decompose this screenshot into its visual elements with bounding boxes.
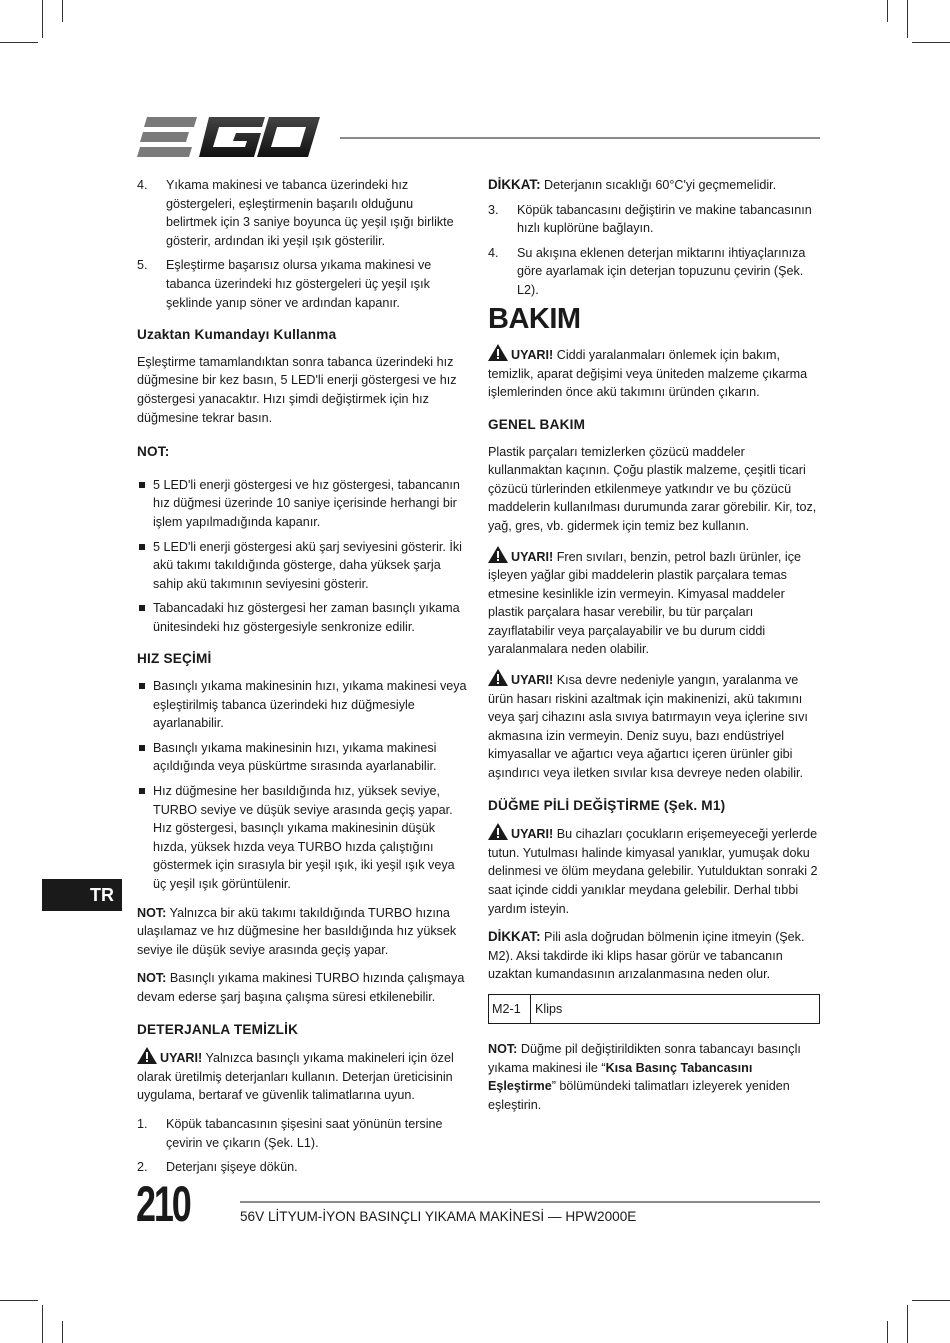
crop-mark xyxy=(0,1300,38,1301)
list-item: Basınçlı yıkama makinesinin hızı, yıkama makinesi veya eşleştirilmiş tabanca üzerindeki hız düğmesiyle ayarlanabilir. xyxy=(137,677,467,733)
list-item: 5 LED'li enerji göstergesi akü şarj seviyesini gösterir. İki akü takımı takıldığında gösterge, daha yüksek şarja sahip akü takımının seviyesini gösterir. xyxy=(137,538,467,594)
not-heading: NOT: xyxy=(137,444,170,460)
foam-steps xyxy=(488,201,820,300)
crop-mark xyxy=(0,42,38,43)
part-code: M2-1 xyxy=(489,995,531,1023)
list-item: 1. Köpük tabancasının şişesini saat yönünün tersine çevirin ve çıkarın (Şek. L1). xyxy=(137,1116,443,1150)
bullet-icon xyxy=(139,544,145,550)
liquid-warning: UYARI! Kısa devre nedeniyle yangın, yaralanma ve ürün hasarı riskini azaltmak için makinenizi, akü takımını veya şarj cihazını asla sıvıya batırmayın veya içlerine sıvı akmasına izin vermeyin. Deniz suyu, bazı endüstriyel kimyasallar ve ağartıcı veya ağartıcı içeren ürünler gibi aşındırıcı veya iletken sıvılar kısa devreye neden olabilir. xyxy=(488,669,820,783)
detergent-warning: UYARI! Yalnızca basınçlı yıkama makineleri için özel olarak üretilmiş deterjanları kullanın. Deterjan üreticisinin uygulama, bertaraf ve güvenlik talimatlarına uyun. xyxy=(137,1047,467,1105)
crop-mark xyxy=(912,42,950,43)
detergent-heading: DETERJANLA TEMİZLİK xyxy=(137,1021,299,1037)
repair-note: NOT: Düğme pil değiştirildikten sonra tabancayı basınçlı yıkama makinesi ile “Kısa Basınç Tabancasını Eşleştirme” bölümündeki talimatları izleyerek yeniden eşleştirin. xyxy=(488,1041,801,1112)
warning-icon xyxy=(488,823,508,840)
bullet-icon xyxy=(139,745,145,751)
remote-text: Eşleştirme tamamlandıktan sonra tabanca üzerindeki hız düğmesine bir kez basın, 5 LED'li enerji göstergesi ve hız göstergesi yanacaktır. Hızı şimdi değiştirmek için hız düğmesine tekrar basın. xyxy=(137,354,457,425)
general-heading: GENEL BAKIM xyxy=(488,416,586,432)
list-item: Hız düğmesine her basıldığında hız, yüksek seviye, TURBO seviye ve düşük seviye arasında geçiş yapar. Hız göstergesi, basınçlı yıkama makinesinin düşük hızda, yüksek hızda veya TURBO hızda çalıştığını göstermek için sırasıyla bir yeşil ışık, iki yeşil ışık veya üç yeşil ışık görüntülenir. xyxy=(137,782,467,894)
crop-mark xyxy=(912,1300,950,1301)
crop-mark xyxy=(62,1321,63,1343)
right-column xyxy=(488,176,820,1124)
speed-bullets xyxy=(137,677,467,894)
list-item: 4. Su akışına eklenen deterjan miktarını ihtiyaçlarınıza göre ayarlamak için deterjan topuzunu çevirin (Şek. L2). xyxy=(488,245,806,297)
crop-mark xyxy=(887,1321,888,1343)
maintenance-warning: UYARI! Ciddi yaralanmaları önlemek için bakım, temizlik, aparat değişimi veya üniteden malzeme çıkarma işlemlerinden önce akü takımını üründen çıkarın. xyxy=(488,344,820,402)
battery-caution: DİKKAT: Pili asla doğrudan bölmenin içine itmeyin (Şek. M2). Aksi takdirde iki klips hasar görür ve tabancanın uzaktan kumandasının arızalanmasına neden olur. xyxy=(488,929,805,982)
chemicals-warning: UYARI! Fren sıvıları, benzin, petrol bazlı ürünler, içe işleyen yağlar gibi maddelerin plastik parçalara temas etmesine kesinlikle izin vermeyin. Kimyasal maddeler plastik parçalara hasar verebilir, bu tür parçaları zayıflatabilir veya parçalayabilir ve bu durum ciddi yaralanmalara neden olabilir. xyxy=(488,546,820,660)
bullet-icon xyxy=(139,788,145,794)
not-bullets xyxy=(137,476,467,637)
ego-logo xyxy=(137,115,320,161)
bullet-icon xyxy=(139,683,145,689)
detergent-steps xyxy=(137,1115,467,1177)
footer-rule xyxy=(240,1201,820,1203)
part-label: Klips xyxy=(535,1001,563,1016)
list-item: 5 LED'li enerji göstergesi ve hız göstergesi, tabancanın hız düğmesi üzerinde 10 saniye içerisinde herhangi bir işlem yapılmadığında kapanır. xyxy=(137,476,467,532)
warning-icon xyxy=(488,669,508,686)
language-tab: TR xyxy=(42,879,122,911)
parts-table xyxy=(488,994,820,1024)
list-item: 3. Köpük tabancasını değiştirin ve makine tabancasının hızlı kuplörüne bağlayın. xyxy=(488,202,812,236)
maintenance-title: BAKIM xyxy=(488,302,581,335)
crop-mark xyxy=(907,1305,908,1343)
list-item: 2. Deterjanı şişeye dökün. xyxy=(137,1160,298,1175)
warning-icon xyxy=(488,546,508,563)
runtime-note: NOT: Basınçlı yıkama makinesi TURBO hızında çalışmaya devam ederse şarj başına çalışma süresi etkilenebilir. xyxy=(137,971,465,1004)
bullet-icon xyxy=(139,482,145,488)
bullet-icon xyxy=(139,605,145,611)
header-rule xyxy=(340,137,820,139)
list-item: Basınçlı yıkama makinesinin hızı, yıkama makinesi açıldığında veya püskürtme sırasında ayarlanabilir. xyxy=(137,739,467,776)
temperature-caution: DİKKAT: Deterjanın sıcaklığı 60°C'yi geçmemelidir. xyxy=(488,177,777,192)
battery-warning: UYARI! Bu cihazları çocukların erişemeyeceği yerlerde tutun. Yutulması halinde kimyasal yanıklar, yumuşak doku delinmesi ve ölüm meydana gelebilir. Yutulduktan sonraki 2 saat içinde ciddi yanıklar meydana gelebilir. Derhal tıbbi yardım isteyin. xyxy=(488,823,820,918)
crop-mark xyxy=(887,0,888,22)
speed-heading: HIZ SEÇİMİ xyxy=(137,651,212,667)
warning-icon xyxy=(137,1047,157,1064)
page-number: 210 xyxy=(136,1176,190,1232)
list-item: Tabancadaki hız göstergesi her zaman basınçlı yıkama ünitesindeki hız göstergesiyle senkronize edilir. xyxy=(137,599,467,636)
turbo-note: NOT: Yalnızca bir akü takımı takıldığında TURBO hızına ulaşılamaz ve hız düğmesine her basıldığında hız yüksek seviye ile düşük seviye arasında geçiş yapar. xyxy=(137,905,457,957)
left-column xyxy=(137,176,467,1187)
crop-mark xyxy=(62,0,63,22)
pairing-steps xyxy=(137,176,467,312)
remote-heading: Uzaktan Kumandayı Kullanma xyxy=(137,327,337,343)
warning-icon xyxy=(488,344,508,361)
list-item: 5. Eşleştirme başarısız olursa yıkama makinesi ve tabanca üzerindeki hız göstergeleri üç yeşil ışık şeklinde yanıp söner ve ardından kapanır. xyxy=(137,258,432,310)
list-item: 4. Yıkama makinesi ve tabanca üzerindeki hız göstergeleri, eşleştirmenin başarılı olduğunu belirtmek için 3 saniye boyunca üç yeşil ışığı birlikte gösterir, ardından iki yeşil ışık gösterilir. xyxy=(137,178,454,248)
general-text: Plastik parçaları temizlerken çözücü maddeler kullanmaktan kaçının. Çoğu plastik malzeme, çeşitli ticari çözücü türlerinden etkilenmeye yatkındır ve bu çözücü maddelerin kullanılması durumunda zarar görebilir. Kir, toz, yağ, gres, vb. gidermek için temiz bez kullanın. xyxy=(488,444,817,533)
footer-title: 56V LİTYUM-İYON BASINÇLI YIKAMA MAKİNESİ — HPW2000E xyxy=(240,1209,637,1224)
crop-mark xyxy=(907,0,908,38)
battery-heading: DÜĞME PİLİ DEĞİŞTİRME (Şek. M1) xyxy=(488,797,726,813)
crop-mark xyxy=(42,1305,43,1343)
crop-mark xyxy=(42,0,43,38)
